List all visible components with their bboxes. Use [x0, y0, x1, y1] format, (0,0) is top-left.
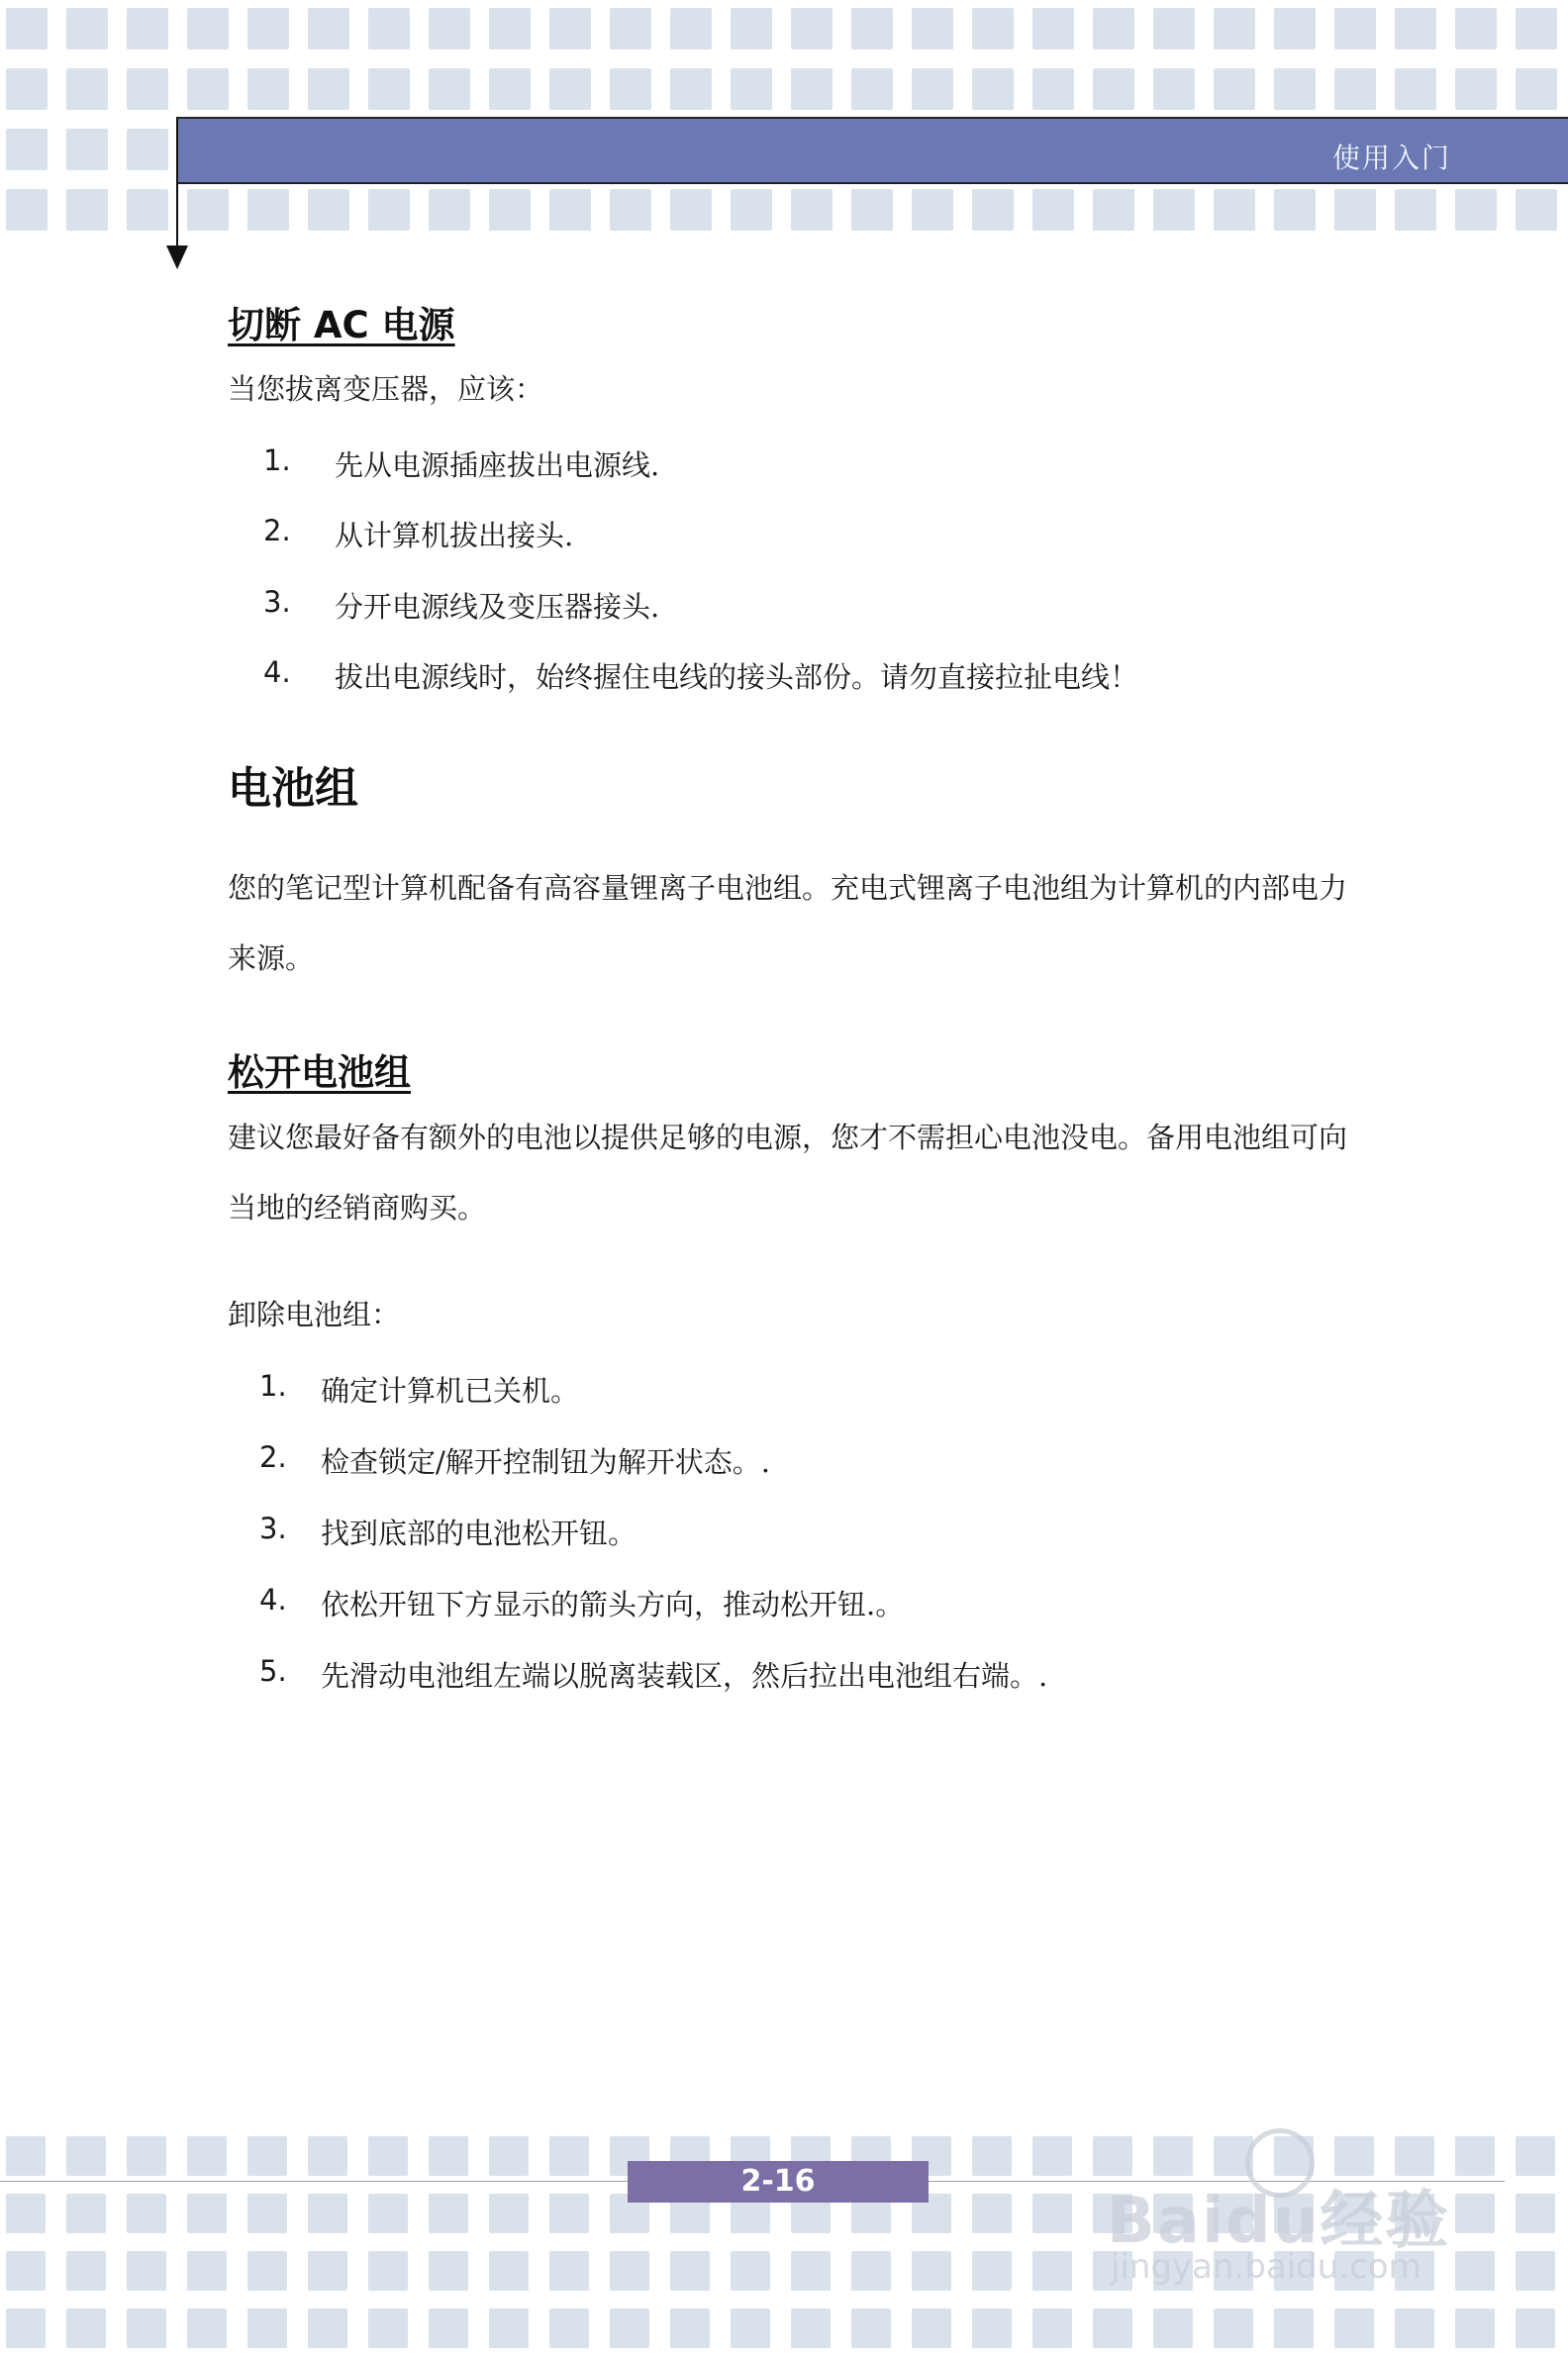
tile	[1032, 8, 1074, 49]
tile	[791, 2308, 831, 2348]
tile	[429, 2251, 468, 2291]
tile	[670, 189, 712, 231]
list-text: 从计算机拔出接头.	[335, 519, 574, 552]
list-text: 拔出电源线时，始终握住电线的接头部份。请勿直接拉扯电线！	[335, 660, 1139, 694]
tile	[429, 68, 470, 110]
tile	[1032, 68, 1074, 110]
tile	[1516, 189, 1557, 231]
tile	[187, 2136, 227, 2176]
tile	[851, 68, 893, 110]
battery-paragraph: 您的笔记型计算机配备有高容量锂离子电池组。充电式锂离子电池组为计算机的内部电力来源。	[228, 871, 1348, 975]
tile	[308, 2194, 347, 2233]
tile	[972, 2136, 1012, 2176]
tile	[1093, 2308, 1132, 2348]
list-text: 依松开钮下方显示的箭头方向，推动松开钮.。	[321, 1588, 905, 1621]
tile	[368, 2136, 408, 2176]
watermark-url: jingyan.baidu.com	[1111, 2247, 1421, 2287]
tile	[127, 129, 168, 170]
list-number: 1.	[263, 443, 291, 477]
tile	[1334, 2308, 1374, 2348]
tile	[308, 189, 349, 231]
tile	[972, 68, 1014, 110]
tile	[610, 189, 651, 231]
list-number: 2.	[263, 514, 291, 547]
tile	[1093, 189, 1134, 231]
tile	[972, 2194, 1012, 2233]
tile	[1455, 8, 1497, 49]
tile	[549, 189, 591, 231]
tile	[127, 8, 168, 49]
tile	[610, 68, 651, 110]
tile	[1153, 2308, 1193, 2348]
tile	[308, 68, 349, 110]
tile	[670, 8, 712, 49]
tile	[1334, 68, 1376, 110]
tile	[247, 8, 289, 49]
tile	[912, 2308, 951, 2348]
tile	[1032, 2194, 1072, 2233]
page-number: 2-16	[628, 2161, 929, 2203]
tile	[489, 2194, 529, 2233]
tile	[1214, 68, 1255, 110]
tile	[66, 189, 108, 231]
tile	[1395, 189, 1436, 231]
tile	[368, 2308, 408, 2348]
tile	[429, 8, 470, 49]
tile	[368, 189, 410, 231]
tile	[368, 8, 410, 49]
tile	[308, 2308, 347, 2348]
tile	[429, 2194, 468, 2233]
tile	[368, 68, 410, 110]
tile	[912, 68, 953, 110]
tile	[731, 2251, 770, 2291]
tile	[972, 2251, 1012, 2291]
list-number: 5.	[259, 1654, 287, 1688]
tile	[247, 2136, 287, 2176]
tile	[912, 8, 953, 49]
tile	[851, 189, 893, 231]
tile	[6, 8, 48, 49]
list-number: 1.	[259, 1369, 287, 1403]
list-number: 3.	[263, 585, 291, 619]
tile	[187, 2251, 227, 2291]
tile	[731, 2308, 770, 2348]
tile	[1274, 189, 1316, 231]
tile	[1093, 68, 1134, 110]
down-arrow-icon	[166, 245, 188, 269]
tile	[308, 2251, 347, 2291]
tile	[791, 8, 833, 49]
list-text: 分开电源线及变压器接头.	[335, 590, 660, 624]
tile	[66, 129, 108, 170]
tile	[1274, 68, 1316, 110]
tile	[187, 2308, 227, 2348]
list-text: 确定计算机已关机。	[321, 1374, 580, 1408]
tile	[610, 2251, 649, 2291]
list-text: 先从电源插座拔出电源线.	[335, 448, 660, 482]
tile	[187, 189, 229, 231]
tile	[1153, 68, 1195, 110]
list-number: 4.	[263, 655, 291, 689]
tile	[791, 68, 833, 110]
release-intro-text: 卸除电池组：	[228, 1298, 401, 1331]
tile	[6, 189, 48, 231]
tile	[1032, 2251, 1072, 2291]
tile	[972, 8, 1014, 49]
tile	[6, 2251, 46, 2291]
tile	[187, 68, 229, 110]
header-title: 使用入门	[1331, 142, 1451, 174]
tile	[851, 2308, 891, 2348]
tile	[1395, 2308, 1434, 2348]
tile	[1455, 189, 1497, 231]
tile	[127, 2194, 166, 2233]
tile	[1274, 2308, 1314, 2348]
tile	[670, 2251, 710, 2291]
ac-intro-text: 当您拔离变压器，应该：	[228, 372, 544, 406]
tile	[610, 8, 651, 49]
tile	[1032, 2136, 1072, 2176]
tile	[1516, 2308, 1555, 2348]
tile	[429, 2136, 468, 2176]
tile	[912, 2251, 951, 2291]
tile	[549, 2194, 589, 2233]
tile	[1516, 8, 1557, 49]
tile	[791, 189, 833, 231]
list-number: 2.	[259, 1440, 287, 1474]
tile	[972, 2308, 1012, 2348]
tile	[308, 2136, 347, 2176]
tile	[1153, 189, 1195, 231]
tile	[731, 189, 772, 231]
tile	[489, 2251, 529, 2291]
tile	[1395, 68, 1436, 110]
tile	[66, 8, 108, 49]
tile	[247, 2194, 287, 2233]
tile	[1516, 68, 1557, 110]
list-number: 4.	[259, 1583, 287, 1617]
tile	[6, 2308, 46, 2348]
tile	[187, 8, 229, 49]
release-paragraph: 建议您最好备有额外的电池以提供足够的电源，您才不需担心电池没电。备用电池组可向当地的经销商购买。	[228, 1121, 1348, 1225]
tile	[6, 129, 48, 170]
tile	[1274, 8, 1316, 49]
tile	[66, 2194, 106, 2233]
tile	[247, 68, 289, 110]
tile	[489, 8, 531, 49]
tile	[489, 189, 531, 231]
tile	[549, 68, 591, 110]
tile	[247, 189, 289, 231]
tile	[731, 8, 772, 49]
tile	[1032, 189, 1074, 231]
tile	[670, 68, 712, 110]
list-text: 先滑动电池组左端以脱离装载区，然后拉出电池组右端。.	[321, 1659, 1048, 1693]
tile	[127, 68, 168, 110]
tile	[6, 68, 48, 110]
tile	[127, 2136, 166, 2176]
tile	[247, 2308, 287, 2348]
tile	[127, 2308, 166, 2348]
tile	[368, 2251, 408, 2291]
tile	[66, 2136, 106, 2176]
list-text: 找到底部的电池松开钮。	[321, 1517, 637, 1550]
tile	[489, 68, 531, 110]
tile	[6, 2136, 46, 2176]
tile	[6, 2194, 46, 2233]
tile	[610, 2308, 649, 2348]
tile	[1153, 8, 1195, 49]
tile	[66, 2308, 106, 2348]
section-heading-battery: 电池组	[228, 763, 358, 814]
tile	[308, 8, 349, 49]
tile	[912, 189, 953, 231]
tile	[489, 2308, 529, 2348]
list-text: 检查锁定/解开控制钮为解开状态。.	[321, 1445, 770, 1479]
tile	[66, 2251, 106, 2291]
tile	[1214, 189, 1255, 231]
tile	[368, 2194, 408, 2233]
tile	[549, 8, 591, 49]
tile	[972, 189, 1014, 231]
tile	[1455, 68, 1497, 110]
tile	[851, 8, 893, 49]
tile	[489, 2136, 529, 2176]
tile	[127, 2251, 166, 2291]
tile	[1214, 2308, 1253, 2348]
tile	[670, 2308, 710, 2348]
tile	[851, 2251, 891, 2291]
tile	[187, 2194, 227, 2233]
tile	[1032, 2308, 1072, 2348]
section-heading-ac-power: 切断 AC 电源	[228, 304, 455, 346]
header-band	[176, 117, 1568, 184]
tile	[66, 68, 108, 110]
baidu-watermark	[1107, 2128, 1522, 2287]
tile	[1334, 8, 1376, 49]
tile	[1214, 8, 1255, 49]
tile	[1395, 8, 1436, 49]
tile	[549, 2308, 589, 2348]
watermark-brand: Baidu经验	[1107, 2185, 1451, 2258]
tile	[731, 68, 772, 110]
tile	[1334, 189, 1376, 231]
tile	[1455, 2308, 1495, 2348]
header-connector-line	[176, 119, 178, 245]
tile	[791, 2251, 831, 2291]
section-heading-release-battery: 松开电池组	[228, 1051, 411, 1094]
tile	[1093, 8, 1134, 49]
list-number: 3.	[259, 1512, 287, 1545]
tile	[549, 2251, 589, 2291]
tile	[549, 2136, 589, 2176]
tile	[429, 2308, 468, 2348]
tile	[429, 189, 470, 231]
tile	[127, 189, 168, 231]
tile	[247, 2251, 287, 2291]
